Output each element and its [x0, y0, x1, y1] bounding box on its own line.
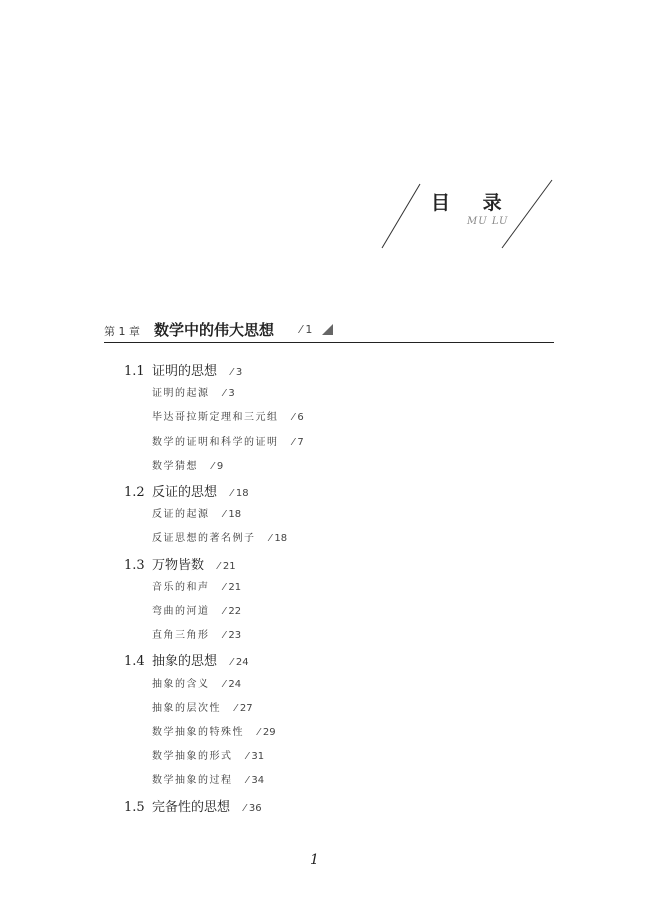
entry-page-number: ⁄ 34 [246, 775, 265, 787]
entry-title: 万物皆数 [152, 557, 205, 573]
entry-page-number: ⁄ 18 [231, 488, 249, 499]
entry-title: 毕达哥拉斯定理和三元组 [152, 412, 279, 424]
entry-title: 数学的证明和科学的证明 [152, 436, 279, 448]
toc-subsection-entry[interactable] [152, 578, 241, 593]
entry-title: 证明的起源 [152, 388, 210, 400]
entry-title: 数学抽象的特殊性 [152, 727, 244, 738]
entry-page-number: ⁄ 24 [231, 657, 249, 669]
entry-title: 数学猜想 [152, 460, 198, 472]
entry-page-number: ⁄ 21 [223, 581, 242, 593]
chapter-label: 第 1 章 [104, 325, 140, 338]
chapter-title: 数学中的伟大思想 [154, 321, 275, 339]
entry-page-number: ⁄ 24 [223, 678, 242, 690]
entry-page-number: ⁄ 31 [246, 751, 265, 763]
entry-page-number: ⁄ 9 [212, 460, 224, 472]
toc-subsection-entry[interactable] [152, 408, 304, 423]
toc-subsection-entry[interactable] [152, 771, 264, 786]
entry-title: 数学抽象的过程 [152, 775, 233, 787]
toc-subsection-entry[interactable] [152, 675, 241, 690]
toc-section-entry[interactable] [124, 796, 262, 815]
chapter-page-number: ⁄ 1 [300, 323, 313, 336]
toc-subtitle: MU LU [467, 216, 509, 227]
toc-subsection-entry[interactable] [152, 505, 241, 520]
entry-page-number: ⁄ 21 [218, 560, 236, 572]
toc-section-entry[interactable] [124, 554, 236, 573]
toc-subsection-entry[interactable] [152, 433, 304, 448]
toc-section-entry[interactable] [124, 650, 249, 669]
entry-page-number: ⁄ 18 [269, 533, 288, 545]
entry-title: 数学抽象的形式 [152, 751, 233, 763]
entry-title: 抽象的层次性 [152, 702, 221, 714]
entry-title: 抽象的思想 [152, 654, 218, 670]
entry-page-number: ⁄ 36 [244, 802, 262, 814]
entry-title: 完备性的思想 [152, 799, 231, 815]
entry-title: 反证思想的著名例子 [152, 533, 256, 545]
entry-title: 反证的起源 [152, 509, 210, 521]
section-number: 1.2 [124, 485, 145, 500]
entry-page-number: ⁄ 22 [223, 606, 242, 617]
page-number: 1 [310, 852, 319, 868]
entry-page-number: ⁄ 23 [223, 630, 242, 642]
entry-title: 弯曲的河道 [152, 606, 210, 617]
entry-title: 反证的思想 [152, 485, 218, 500]
section-number: 1.3 [124, 557, 145, 573]
toc-subsection-entry[interactable] [152, 723, 276, 738]
entry-page-number: ⁄ 18 [223, 509, 242, 521]
toc-subsection-entry[interactable] [152, 457, 223, 472]
toc-subsection-entry[interactable] [152, 602, 241, 617]
entry-page-number: ⁄ 27 [235, 702, 253, 714]
entry-title: 直角三角形 [152, 630, 210, 642]
toc-subsection-entry[interactable] [152, 747, 264, 762]
toc-subsection-entry[interactable] [152, 626, 241, 641]
toc-subsection-entry[interactable] [152, 699, 253, 714]
entry-title: 抽象的含义 [152, 678, 210, 690]
toc-subsection-entry[interactable] [152, 384, 235, 399]
entry-title: 音乐的和声 [152, 581, 210, 593]
entry-page-number: ⁄ 6 [292, 412, 304, 424]
section-number: 1.5 [124, 799, 145, 815]
entry-page-number: ⁄ 7 [292, 436, 304, 448]
toc-subsection-entry[interactable] [152, 529, 287, 544]
entry-page-number: ⁄ 3 [223, 388, 235, 400]
toc-title: 目 录 [431, 192, 515, 214]
entry-page-number: ⁄ 29 [258, 727, 276, 738]
toc-section-entry[interactable] [124, 481, 249, 500]
entry-title: 证明的思想 [152, 364, 218, 379]
toc-section-entry[interactable] [124, 360, 242, 379]
entry-page-number: ⁄ 3 [231, 367, 243, 378]
section-number: 1.4 [124, 654, 145, 670]
section-number: 1.1 [124, 364, 145, 379]
